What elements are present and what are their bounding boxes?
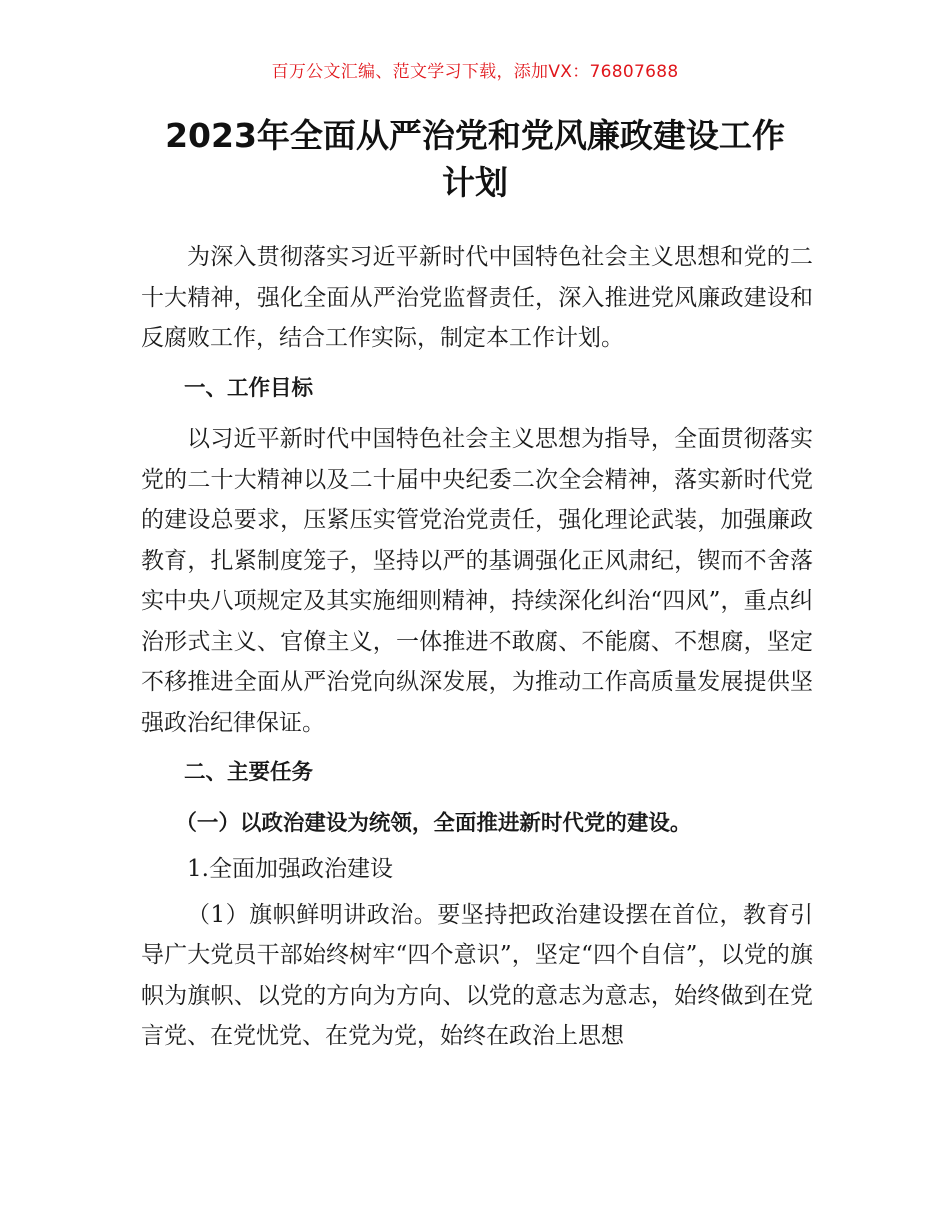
header-note: 百万公文汇编、范文学习下载，添加VX：76807688 (271, 62, 679, 82)
section-1-heading: 一、工作目标 (184, 375, 314, 401)
item-1-heading: 1.全面加强政治建设 (187, 856, 393, 882)
section-2-heading: 二、主要任务 (184, 760, 314, 785)
intro-paragraph: 为深入贯彻落实习近平新时代中国特色社会主义思想和党的二十大精神，强化全面从严治党监督责任，深入推进党风廉政建设和反腐败工作，结合工作实际，制定本工作计划。 (141, 244, 813, 351)
title-line-2: 计划 (442, 163, 508, 202)
document-title (120, 112, 830, 206)
item-1-paragraph: （1）旗帜鲜明讲政治。要坚持把政治建设摆在首位，教育引导广大党员干部始终树牢“四个意识”，坚定“四个自信”，以党的旗帜为旗帜、以党的方向为方向、以党的意志为意志，始终做到在党言党、在党忧党、在党为党，始终在政治上思想 (141, 901, 813, 1049)
document-body (141, 237, 813, 1057)
section-1-paragraph: 以习近平新时代中国特色社会主义思想为指导，全面贯彻落实党的二十大精神以及二十届中央纪委二次全会精神，落实新时代党的建设总要求，压紧压实管党治党责任，强化理论武装，加强廉政教育，扎紧制度笼子，坚持以严的基调强化正风肃纪，锲而不舍落实中央八项规定及其实施细则精神，持续深化纠治“四风”，重点纠治形式主义、官僚主义，一体推进不敢腐、不能腐、不想腐，坚定不移推进全面从严治党向纵深发展，为推动工作高质量发展提供坚强政治纪律保证。 (141, 426, 813, 736)
subsection-1-heading: （一）以政治建设为统领，全面推进新时代党的建设。 (175, 810, 692, 836)
title-line-1: 2023年全面从严治党和党风廉政建设工作 (165, 116, 785, 155)
